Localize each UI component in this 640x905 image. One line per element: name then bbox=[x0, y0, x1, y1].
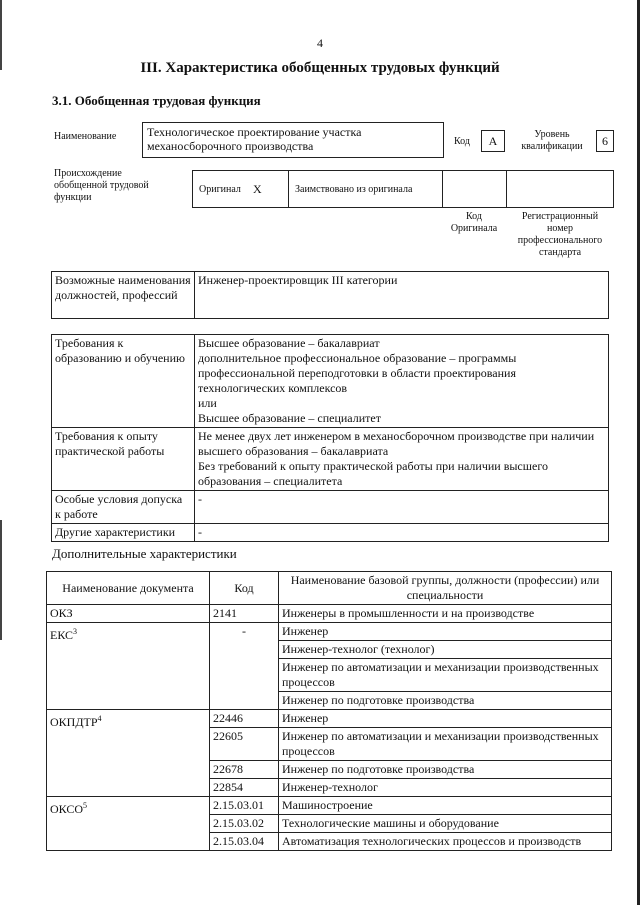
requirement-row-other bbox=[52, 524, 609, 542]
requirement-value: - bbox=[195, 524, 609, 542]
requirement-label: Особые условия допуска к работе bbox=[52, 491, 195, 524]
function-name-value: Технологическое проектирование участка механосборочного производства bbox=[147, 125, 362, 153]
requirement-line: или bbox=[198, 396, 217, 410]
document-cell bbox=[47, 605, 210, 623]
requirement-row-education bbox=[52, 335, 609, 428]
origin-borrowed-cell bbox=[288, 170, 443, 208]
page-number: 4 bbox=[317, 36, 323, 50]
table-row bbox=[47, 797, 612, 815]
code-value: A bbox=[488, 134, 498, 148]
table-row bbox=[47, 605, 612, 623]
requirement-label: Другие характеристики bbox=[52, 524, 195, 542]
origin-original-cell bbox=[192, 170, 289, 208]
requirement-line: Без требований к опыту практической работы при наличии высшего образования – специалитета bbox=[198, 459, 548, 488]
footnote-ref: 5 bbox=[83, 801, 88, 810]
requirement-line: Не менее двух лет инженером в механосборочном производстве при наличии высшего образования – бакалавриата bbox=[198, 429, 595, 458]
code-box bbox=[481, 130, 505, 152]
name-cell: Машиностроение bbox=[279, 797, 612, 815]
document-name: ОКСО bbox=[50, 802, 84, 816]
subsection-title: 3.1. Обобщенная трудовая функция bbox=[52, 93, 261, 108]
requirement-line: дополнительное профессиональное образование – программы профессиональной переподготовки в области проектирования технологических комплексов bbox=[198, 351, 517, 395]
origin-code-cell bbox=[442, 170, 507, 208]
name-cell: Инженер bbox=[279, 710, 612, 728]
level-label: Уровень квалификации bbox=[521, 129, 583, 152]
code-cell: 2.15.03.01 bbox=[210, 797, 279, 815]
borrowed-label: Заимствовано из оригинала bbox=[295, 184, 413, 195]
origin-code-caption: Код Оригинала bbox=[450, 211, 498, 234]
requirement-label: Требования к образованию и обучению bbox=[52, 335, 195, 428]
code-label: Код bbox=[454, 136, 470, 147]
code-cell: - bbox=[210, 623, 279, 641]
original-mark: X bbox=[253, 182, 262, 196]
code-cell: 2.15.03.04 bbox=[210, 833, 279, 851]
origin-reg-cell bbox=[506, 170, 614, 208]
level-box bbox=[596, 130, 614, 152]
requirement-label: Требования к опыту практической работы bbox=[52, 428, 195, 491]
table-row bbox=[47, 710, 612, 728]
footnote-ref: 4 bbox=[97, 714, 102, 723]
requirement-value: - bbox=[195, 491, 609, 524]
code-cell: 22446 bbox=[210, 710, 279, 728]
code-cell: 22605 bbox=[210, 728, 279, 761]
name-cell: Инженер по подготовке производства bbox=[279, 761, 612, 779]
document-cell bbox=[47, 623, 210, 710]
requirement-line: Высшее образование – специалитет bbox=[198, 411, 381, 425]
col-header-code: Код bbox=[210, 572, 279, 605]
additional-title: Дополнительные характеристики bbox=[52, 546, 237, 561]
name-cell: Автоматизация технологических процессов и производств bbox=[279, 833, 612, 851]
level-value: 6 bbox=[602, 134, 608, 148]
name-cell: Инженер по автоматизации и механизации производственных процессов bbox=[279, 659, 612, 692]
additional-table bbox=[46, 571, 612, 851]
page-edge-left-mark-lower bbox=[0, 520, 2, 640]
function-name-box bbox=[142, 122, 444, 158]
name-cell: Инженер по автоматизации и механизации производственных процессов bbox=[279, 728, 612, 761]
positions-table bbox=[51, 271, 609, 319]
section-title: III. Характеристика обобщенных трудовых функций bbox=[140, 60, 500, 76]
name-cell: Инженер по подготовке производства bbox=[279, 692, 612, 710]
origin-label: Происхождение обобщенной трудовой функции bbox=[54, 168, 149, 203]
code-cell: 22854 bbox=[210, 779, 279, 797]
document-name: ОКЗ bbox=[50, 606, 73, 620]
document-cell bbox=[47, 797, 210, 851]
table-row bbox=[47, 623, 612, 641]
document-name: ЕКС bbox=[50, 628, 74, 642]
name-cell: Инженеры в промышленности и на производстве bbox=[279, 605, 612, 623]
code-cell: 2141 bbox=[210, 605, 279, 623]
code-cell bbox=[210, 641, 279, 659]
name-cell: Инженер-технолог (технолог) bbox=[279, 641, 612, 659]
requirement-row-experience bbox=[52, 428, 609, 491]
requirement-value bbox=[195, 428, 609, 491]
col-header-name: Наименование базовой группы, должности (профессии) или специальности bbox=[279, 572, 612, 605]
requirement-line: Высшее образование – бакалавриат bbox=[198, 336, 380, 350]
positions-label: Возможные наименования должностей, профессий bbox=[52, 272, 195, 319]
document-name: ОКПДТР bbox=[50, 715, 98, 729]
origin-reg-caption: Регистрационный номер профессионального стандарта bbox=[517, 211, 603, 258]
name-label: Наименование bbox=[54, 131, 117, 142]
code-cell: 2.15.03.02 bbox=[210, 815, 279, 833]
name-cell: Инженер bbox=[279, 623, 612, 641]
requirement-row-special bbox=[52, 491, 609, 524]
original-label: Оригинал bbox=[199, 184, 241, 195]
requirements-table bbox=[51, 334, 609, 542]
document-cell bbox=[47, 710, 210, 797]
col-header-document: Наименование документа bbox=[47, 572, 210, 605]
requirement-value bbox=[195, 335, 609, 428]
name-cell: Технологические машины и оборудование bbox=[279, 815, 612, 833]
footnote-ref: 3 bbox=[73, 627, 78, 636]
additional-table-body bbox=[47, 605, 612, 851]
positions-value: Инженер-проектировщик III категории bbox=[195, 272, 609, 319]
code-cell bbox=[210, 692, 279, 710]
code-cell: 22678 bbox=[210, 761, 279, 779]
code-cell bbox=[210, 659, 279, 692]
name-cell: Инженер-технолог bbox=[279, 779, 612, 797]
